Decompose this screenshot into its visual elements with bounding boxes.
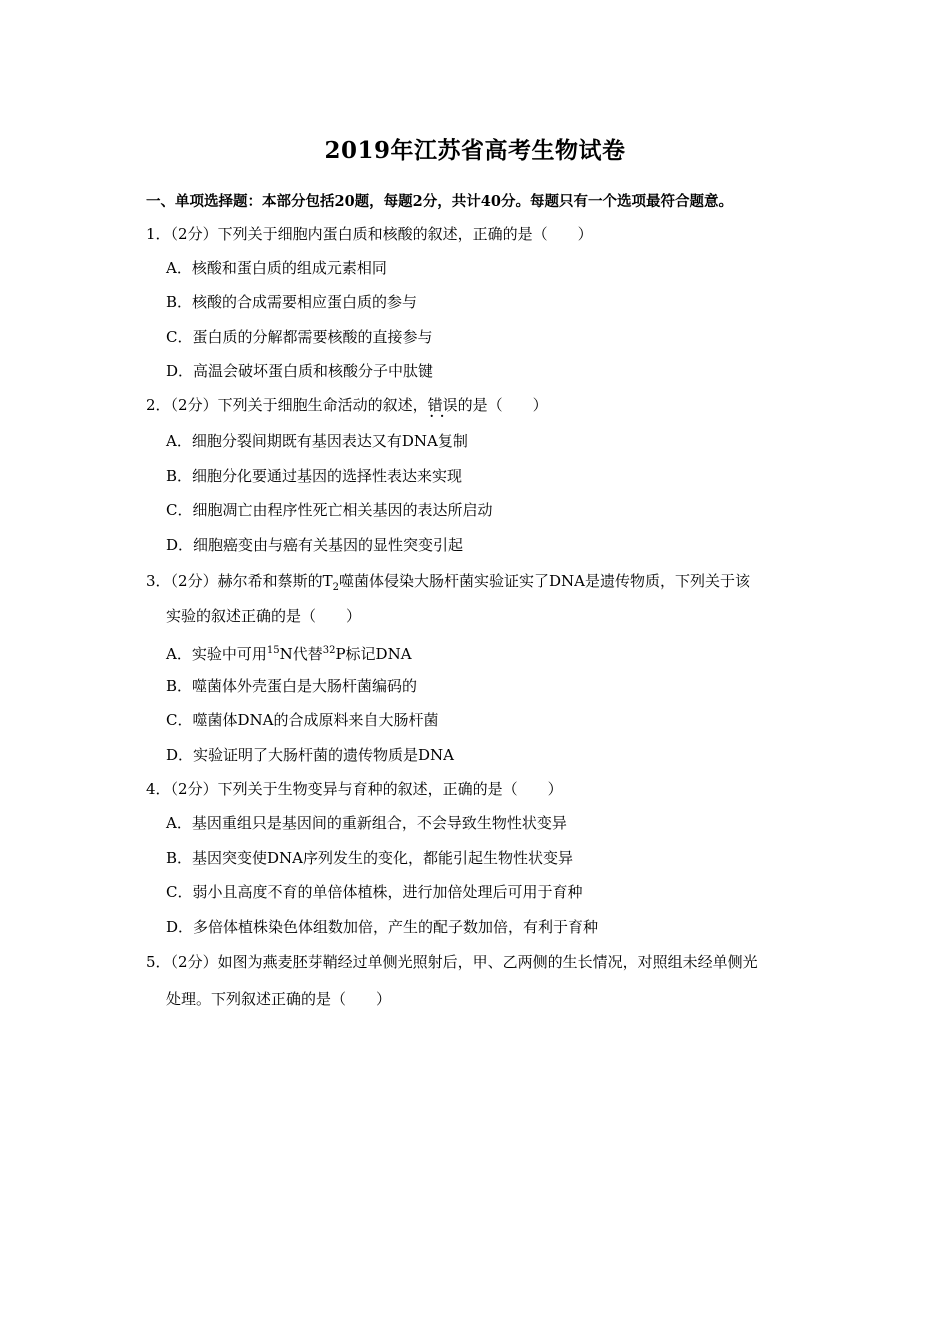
question-2-stem-text: 2．（2分）下列关于细胞生命活动的叙述，: [146, 396, 428, 414]
question-2-stem: [146, 395, 548, 415]
question-5-stem-continued: 处理。下列叙述正确的是（ ）: [166, 990, 392, 1008]
section-heading: 一、单项选择题：本部分包括20题，每题2分，共计40分。每题只有一个选项最符合题意。: [146, 193, 733, 210]
superscript: 15: [266, 645, 280, 656]
question-3-stem: [146, 571, 750, 598]
question-2-option-d[interactable]: D．细胞癌变由与癌有关基因的显性突变引起: [166, 536, 464, 554]
question-1-option-d[interactable]: D．高温会破坏蛋白质和核酸分子中肽键: [166, 362, 434, 380]
option-a-text: N代替: [279, 645, 323, 663]
question-1-option-a[interactable]: A．核酸和蛋白质的组成元素相同: [166, 259, 387, 277]
question-4-option-d[interactable]: D．多倍体植株染色体组数加倍，产生的配子数加倍，有利于育种: [166, 918, 599, 936]
question-4-option-c[interactable]: C．弱小且高度不育的单倍体植株，进行加倍处理后可用于育种: [166, 883, 583, 901]
question-1-stem: 1．（2分）下列关于细胞内蛋白质和核酸的叙述，正确的是（ ）: [146, 225, 593, 243]
question-4-option-b[interactable]: B．基因突变使DNA序列发生的变化，都能引起生物性状变异: [166, 849, 574, 867]
question-3-option-d[interactable]: D．实验证明了大肠杆菌的遗传物质是DNA: [166, 746, 455, 764]
question-5-stem: 5．（2分）如图为燕麦胚芽鞘经过单侧光照射后，甲、乙两侧的生长情况，对照组未经单侧光: [146, 953, 758, 971]
question-1-option-c[interactable]: C．蛋白质的分解都需要核酸的直接参与: [166, 328, 433, 346]
question-4-stem: 4．（2分）下列关于生物变异与育种的叙述，正确的是（ ）: [146, 780, 563, 798]
question-3-stem-text: 3．（2分）赫尔希和蔡斯的T: [146, 572, 333, 590]
option-a-text: P标记DNA: [335, 645, 412, 663]
emphasis-word: 错误 · ·: [428, 396, 458, 414]
question-2-option-c[interactable]: C．细胞凋亡由程序性死亡相关基因的表达所启动: [166, 501, 493, 519]
question-2-option-b[interactable]: B．细胞分化要通过基因的选择性表达来实现: [166, 467, 463, 485]
question-3-option-a[interactable]: [166, 641, 412, 664]
question-3-option-c[interactable]: C．噬菌体DNA的合成原料来自大肠杆菌: [166, 711, 439, 729]
question-1-option-b[interactable]: B．核酸的合成需要相应蛋白质的参与: [166, 293, 418, 311]
question-3-option-b[interactable]: B．噬菌体外壳蛋白是大肠杆菌编码的: [166, 677, 418, 695]
question-4-option-a[interactable]: A．基因重组只是基因间的重新组合，不会导致生物性状变异: [166, 814, 567, 832]
option-a-text: A．实验中可用: [166, 645, 267, 663]
superscript: 32: [322, 645, 336, 656]
subscript: 2: [332, 582, 339, 593]
question-3-stem-continued: 实验的叙述正确的是（ ）: [166, 607, 362, 625]
question-2-option-a[interactable]: A．细胞分裂间期既有基因表达又有DNA复制: [166, 432, 468, 450]
question-3-stem-rest: 噬菌体侵染大肠杆菌实验证实了DNA是遗传物质，下列关于该: [338, 572, 750, 590]
page-title: 2019年江苏省高考生物试卷: [324, 137, 626, 164]
question-2-stem-end: 的是（ ）: [457, 396, 548, 414]
